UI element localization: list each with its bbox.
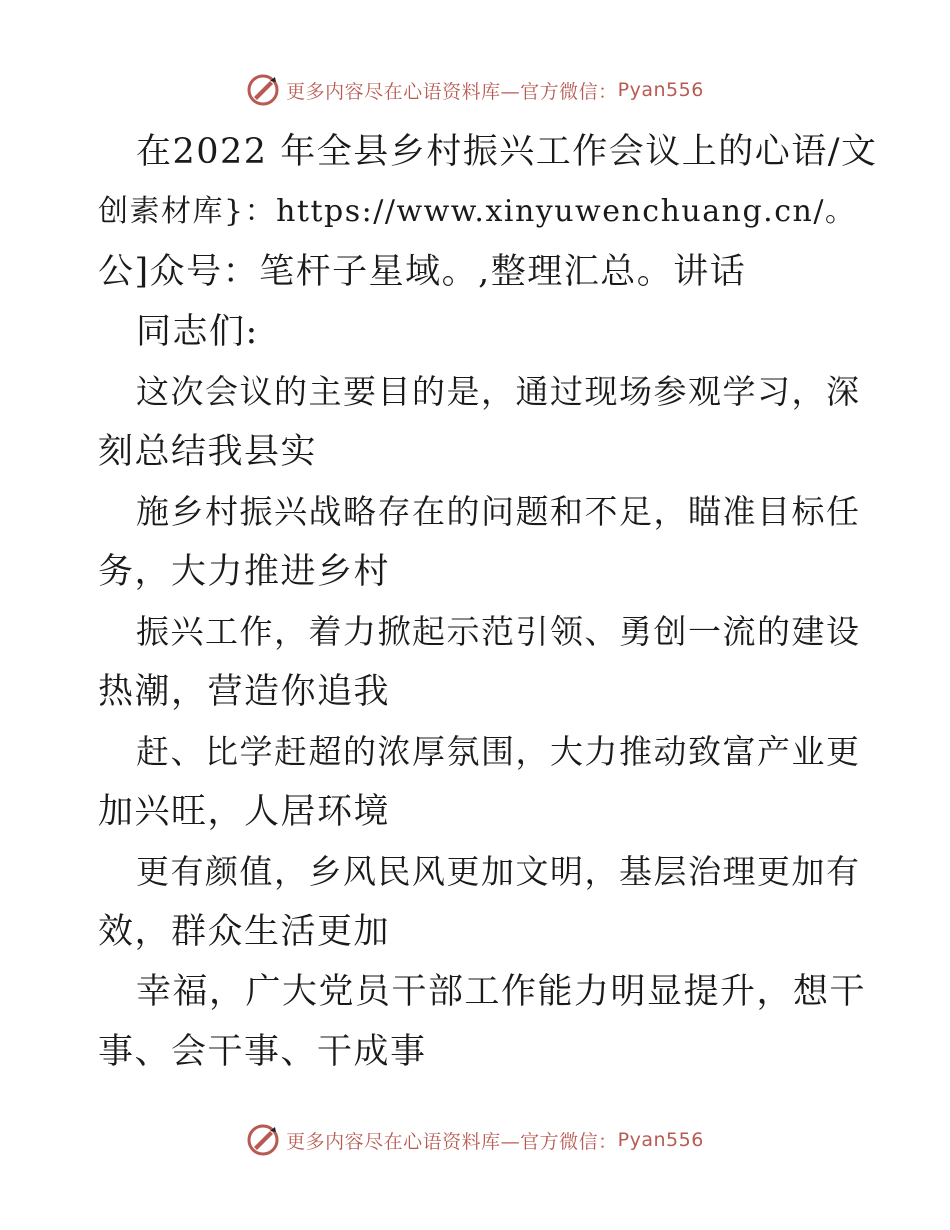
watermark-wechat-id: Pyan556 xyxy=(617,79,704,101)
header-watermark xyxy=(0,70,950,110)
text-line: 刻总结我县实 xyxy=(98,432,318,472)
watermark-wechat-id: Pyan556 xyxy=(617,1129,704,1151)
text-line: 更有颜值，乡风民风更加文明，基层治理更加有 xyxy=(136,852,861,891)
text-line: 幸福，广大党员干部工作能力明显提升，想干 xyxy=(136,972,867,1012)
text-line: 创素材库}：https://www.xinyuwenchuang.cn/。 xyxy=(98,194,857,229)
text-line: 热潮，营造你追我 xyxy=(98,672,391,712)
footer-watermark xyxy=(0,1120,950,1160)
text-line: 务，大力推进乡村 xyxy=(98,552,391,592)
text-line: 同志们: xyxy=(136,312,259,352)
text-line: 赶、比学赶超的浓厚氛围，大力推动致富产业更 xyxy=(136,732,861,771)
text-line: 在2022 年全县乡村振兴工作会议上的心语/文 xyxy=(136,132,878,172)
text-line: 施乡村振兴战略存在的问题和不足，瞄准目标任 xyxy=(136,492,861,531)
text-line: 振兴工作，着力掀起示范引领、勇创一流的建设 xyxy=(136,612,861,651)
brand-logo-icon xyxy=(246,73,280,107)
watermark-text: 更多内容尽在心语资料库—官方微信： xyxy=(286,1130,618,1153)
text-line: 效，群众生活更加 xyxy=(98,912,391,952)
document-body xyxy=(98,122,878,1082)
text-line: 公]众号：笔杆子星域。,整理汇总。讲话 xyxy=(98,252,747,292)
text-line: 加兴旺，人居环境 xyxy=(98,792,391,832)
watermark-text: 更多内容尽在心语资料库—官方微信： xyxy=(286,80,618,103)
text-line: 事、会干事、干成事 xyxy=(98,1032,427,1072)
brand-logo-icon xyxy=(246,1123,280,1157)
text-line: 这次会议的主要目的是，通过现场参观学习，深 xyxy=(136,372,861,411)
